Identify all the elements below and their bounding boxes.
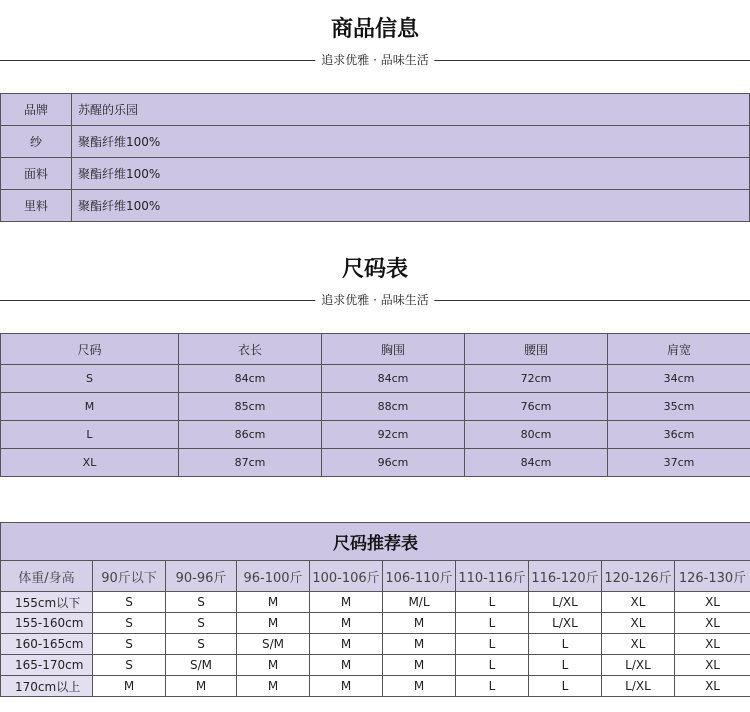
- recommendation-size-cell: M: [237, 613, 310, 634]
- size-chart-cell: 88cm: [322, 393, 465, 421]
- size-chart-cell: 92cm: [322, 421, 465, 449]
- recommendation-header-cell: 96-100斤: [237, 561, 310, 592]
- info-value: 聚酯纤维100%: [72, 158, 750, 190]
- recommendation-size-cell: XL: [675, 613, 750, 634]
- recommendation-header-cell: 110-116斤: [456, 561, 529, 592]
- recommendation-size-cell: M: [310, 592, 383, 613]
- info-value: 聚酯纤维100%: [72, 126, 750, 158]
- size-chart-cell: 36cm: [608, 421, 750, 449]
- recommendation-row: [1, 676, 750, 697]
- size-chart-header-cell: 胸围: [322, 334, 465, 365]
- size-chart-cell: 34cm: [608, 365, 750, 393]
- recommendation-header-cell: 116-120斤: [529, 561, 602, 592]
- size-chart-header-row: [1, 334, 750, 365]
- recommendation-size-cell: XL: [602, 634, 675, 655]
- recommendation-size-cell: S: [93, 634, 166, 655]
- recommendation-size-cell: XL: [675, 634, 750, 655]
- size-chart-cell: S: [1, 365, 179, 393]
- recommendation-header-cell: 120-126斤: [602, 561, 675, 592]
- recommendation-size-cell: XL: [675, 676, 750, 697]
- recommendation-size-cell: S/M: [237, 634, 310, 655]
- recommendation-size-cell: S: [93, 592, 166, 613]
- recommendation-size-cell: M: [237, 676, 310, 697]
- recommendation-size-cell: M: [310, 613, 383, 634]
- recommendation-size-cell: XL: [675, 655, 750, 676]
- recommendation-size-cell: L: [529, 655, 602, 676]
- size-chart-cell: 84cm: [465, 449, 608, 477]
- size-chart-cell: L: [1, 421, 179, 449]
- product-info-title: 商品信息: [330, 17, 419, 42]
- size-chart-cell: 76cm: [465, 393, 608, 421]
- recommendation-header-cell: 90-96斤: [166, 561, 237, 592]
- recommendation-size-cell: M: [310, 655, 383, 676]
- recommendation-size-cell: L: [456, 592, 529, 613]
- recommendation-row: [1, 613, 750, 634]
- recommendation-header-cell: 126-130斤: [675, 561, 750, 592]
- info-label: 面料: [1, 158, 72, 190]
- recommendation-size-cell: S: [166, 634, 237, 655]
- recommendation-size-cell: L/XL: [602, 676, 675, 697]
- recommendation-size-cell: M/L: [383, 592, 456, 613]
- recommendation-size-cell: L: [456, 634, 529, 655]
- info-row: [1, 94, 750, 126]
- size-chart-cell: 86cm: [179, 421, 322, 449]
- size-chart-cell: 37cm: [608, 449, 750, 477]
- recommendation-height-cell: 155cm以下: [1, 592, 93, 613]
- recommendation-header-cell: 100-106斤: [310, 561, 383, 592]
- recommendation-size-cell: M: [383, 655, 456, 676]
- size-chart-cell: XL: [1, 449, 179, 477]
- recommendation-size-cell: S/M: [166, 655, 237, 676]
- recommendation-size-cell: L: [456, 676, 529, 697]
- recommendation-size-cell: S: [166, 592, 237, 613]
- size-chart-cell: 87cm: [179, 449, 322, 477]
- recommendation-size-cell: L/XL: [529, 592, 602, 613]
- recommendation-size-cell: M: [383, 634, 456, 655]
- recommendation-size-cell: XL: [602, 613, 675, 634]
- info-label: 纱: [1, 126, 72, 158]
- recommendation-size-cell: L: [456, 613, 529, 634]
- size-chart-header-cell: 衣长: [179, 334, 322, 365]
- recommendation-size-cell: L/XL: [529, 613, 602, 634]
- size-chart-cell: 35cm: [608, 393, 750, 421]
- recommendation-size-cell: M: [310, 634, 383, 655]
- recommendation-size-cell: M: [383, 613, 456, 634]
- info-row: [1, 158, 750, 190]
- product-info-subtitle: 追求优雅 · 品味生活: [315, 52, 434, 68]
- size-chart-title: 尺码表: [341, 257, 408, 282]
- size-recommendation-table: [0, 522, 750, 697]
- size-chart-cell: 96cm: [322, 449, 465, 477]
- recommendation-row: [1, 655, 750, 676]
- size-chart-subtitle: 追求优雅 · 品味生活: [315, 292, 434, 308]
- size-recommendation-title: 尺码推荐表: [1, 523, 750, 561]
- info-label: 品牌: [1, 94, 72, 126]
- recommendation-size-cell: S: [166, 613, 237, 634]
- recommendation-header-row: [1, 561, 750, 592]
- info-value: 苏醒的乐园: [72, 94, 750, 126]
- size-chart-row: [1, 421, 750, 449]
- recommendation-size-cell: M: [237, 655, 310, 676]
- size-chart-cell: 85cm: [179, 393, 322, 421]
- recommendation-size-cell: XL: [602, 592, 675, 613]
- recommendation-size-cell: L: [456, 655, 529, 676]
- recommendation-size-cell: L: [529, 634, 602, 655]
- recommendation-row: [1, 592, 750, 613]
- recommendation-header-cell: 体重/身高: [1, 561, 93, 592]
- recommendation-height-cell: 170cm以上: [1, 676, 93, 697]
- size-chart-cell: 72cm: [465, 365, 608, 393]
- size-chart-cell: 84cm: [322, 365, 465, 393]
- recommendation-header-cell: 106-110斤: [383, 561, 456, 592]
- size-chart-header-cell: 肩宽: [608, 334, 750, 365]
- recommendation-size-cell: L/XL: [602, 655, 675, 676]
- product-info-table: [0, 93, 750, 222]
- size-chart-cell: M: [1, 393, 179, 421]
- recommendation-size-cell: L: [529, 676, 602, 697]
- recommendation-row: [1, 634, 750, 655]
- recommendation-height-cell: 155-160cm: [1, 613, 93, 634]
- recommendation-size-cell: S: [93, 613, 166, 634]
- size-chart-row: [1, 393, 750, 421]
- size-chart-header-cell: 尺码: [1, 334, 179, 365]
- size-chart-row: [1, 449, 750, 477]
- recommendation-size-cell: S: [93, 655, 166, 676]
- info-row: [1, 190, 750, 222]
- size-chart-row: [1, 365, 750, 393]
- recommendation-height-cell: 160-165cm: [1, 634, 93, 655]
- recommendation-size-cell: M: [310, 676, 383, 697]
- recommendation-size-cell: XL: [675, 592, 750, 613]
- info-value: 聚酯纤维100%: [72, 190, 750, 222]
- size-chart-cell: 80cm: [465, 421, 608, 449]
- recommendation-height-cell: 165-170cm: [1, 655, 93, 676]
- info-row: [1, 126, 750, 158]
- recommendation-size-cell: M: [237, 592, 310, 613]
- info-label: 里料: [1, 190, 72, 222]
- recommendation-size-cell: M: [166, 676, 237, 697]
- size-chart-table: [0, 333, 750, 477]
- recommendation-size-cell: M: [383, 676, 456, 697]
- size-chart-header-cell: 腰围: [465, 334, 608, 365]
- recommendation-header-cell: 90斤以下: [93, 561, 166, 592]
- recommendation-size-cell: M: [93, 676, 166, 697]
- size-chart-cell: 84cm: [179, 365, 322, 393]
